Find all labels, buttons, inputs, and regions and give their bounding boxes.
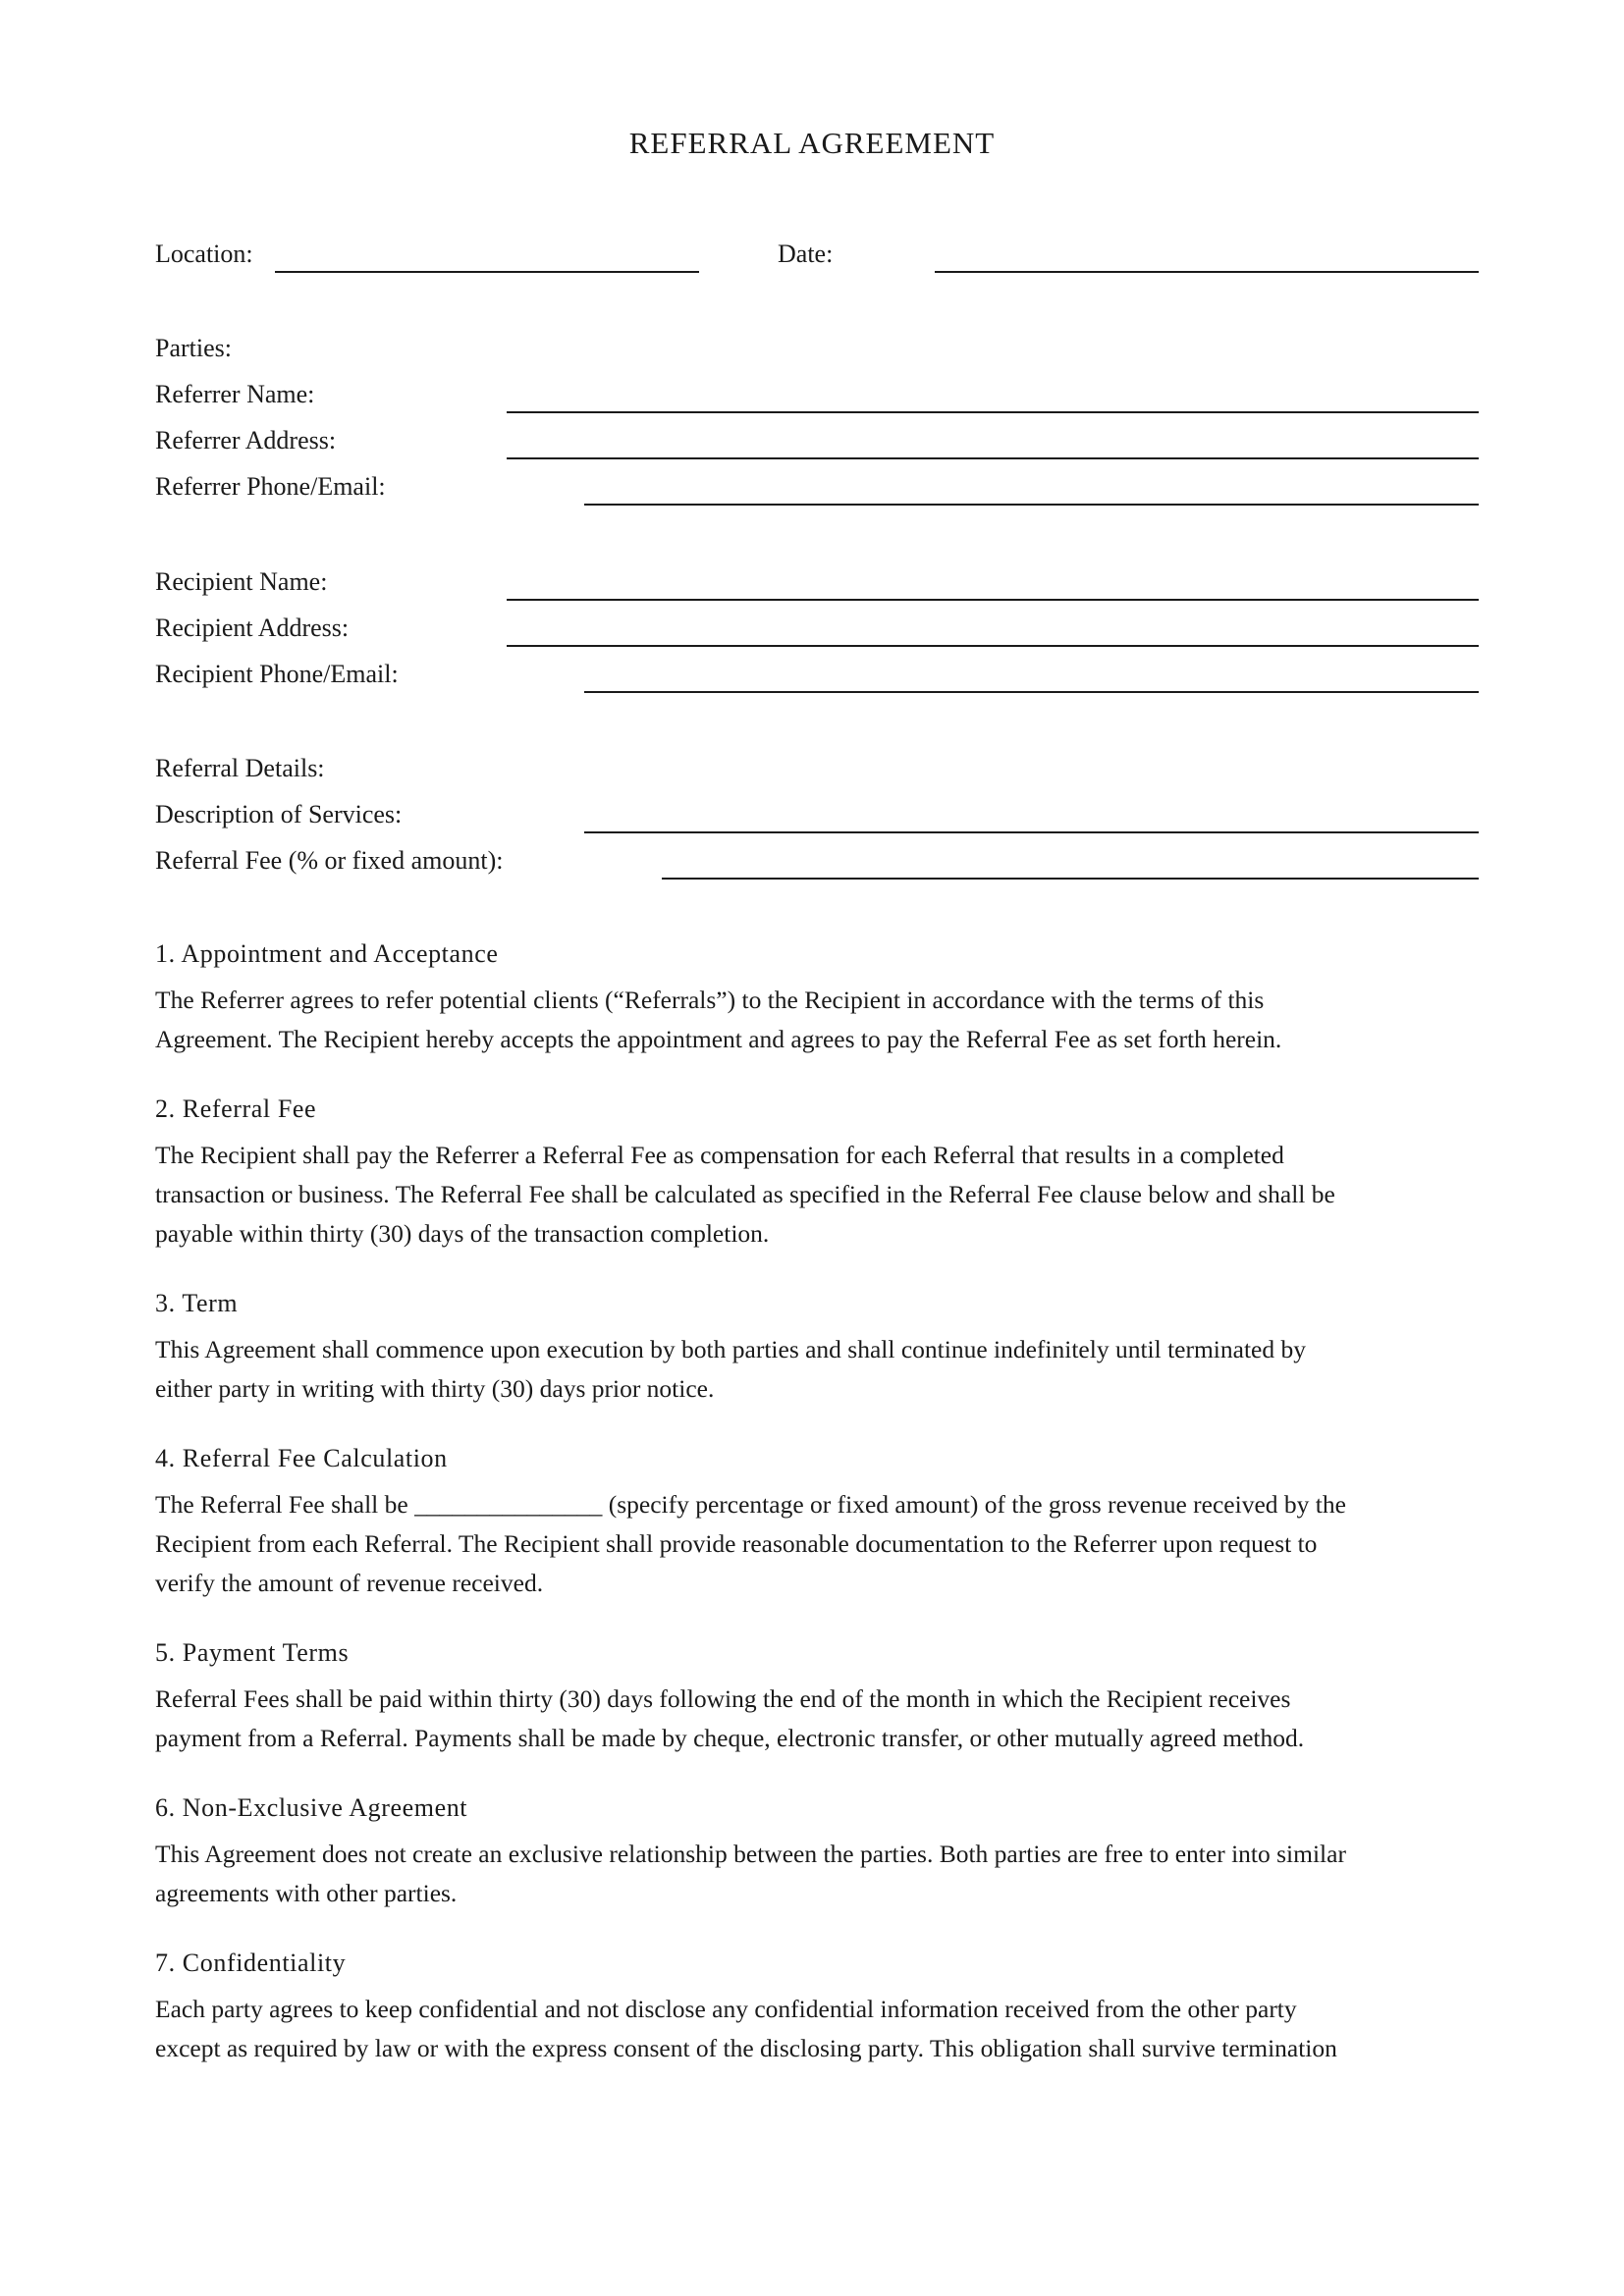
section-line: The Referrer agrees to refer potential clients (“Referrals”) to the Recipient in accordance with the terms of this	[155, 986, 1265, 1014]
section-line: Referral Fees shall be paid within thirty (30) days following the end of the month in which the Recipient receives	[155, 1684, 1291, 1713]
date-field[interactable]	[935, 271, 1479, 273]
location-label: Location:	[155, 240, 253, 268]
referral-details-heading: Referral Details:	[155, 754, 325, 782]
referrer-name-label: Referrer Name:	[155, 380, 315, 408]
section-line: payable within thirty (30) days of the transaction completion.	[155, 1219, 770, 1248]
section-heading: 5. Payment Terms	[155, 1638, 350, 1667]
referrer-name-field[interactable]	[507, 411, 1479, 413]
section-line: This Agreement does not create an exclusive relationship between the parties. Both parties are free to enter into similar	[155, 1840, 1346, 1868]
section-line: The Referral Fee shall be _______________ (specify percentage or fixed amount) of the gross revenue received by the	[155, 1490, 1346, 1519]
section-body	[155, 1330, 1530, 1409]
referrer-address-field[interactable]	[507, 457, 1479, 459]
recipient-contact-field[interactable]	[584, 691, 1479, 693]
section-heading: 3. Term	[155, 1289, 239, 1317]
section-line: verify the amount of revenue received.	[155, 1569, 544, 1597]
section-line: Agreement. The Recipient hereby accepts the appointment and agrees to pay the Referral Fee as set forth herein.	[155, 1025, 1282, 1053]
recipient-address-label: Recipient Address:	[155, 614, 350, 642]
recipient-name-label: Recipient Name:	[155, 567, 328, 596]
section-body	[155, 981, 1530, 1059]
section-body	[155, 1990, 1530, 2068]
referrer-contact-field[interactable]	[584, 504, 1479, 506]
description-label: Description of Services:	[155, 800, 403, 828]
referral-fee-label: Referral Fee (% or fixed amount):	[155, 846, 504, 875]
parties-label: Parties:	[155, 334, 232, 362]
section-body	[155, 1835, 1530, 1913]
section-line: except as required by law or with the express consent of the disclosing party. This obligation shall survive termination	[155, 2034, 1337, 2062]
recipient-contact-label: Recipient Phone/Email:	[155, 660, 399, 688]
section-heading: 1. Appointment and Acceptance	[155, 939, 499, 968]
section-line: Recipient from each Referral. The Recipient shall provide reasonable documentation to the Referrer upon request to	[155, 1529, 1318, 1558]
referrer-contact-label: Referrer Phone/Email:	[155, 472, 386, 501]
section-heading: 2. Referral Fee	[155, 1095, 317, 1123]
referral-fee-field[interactable]	[662, 878, 1479, 880]
section-line: The Recipient shall pay the Referrer a Referral Fee as compensation for each Referral that results in a completed	[155, 1141, 1284, 1169]
description-field[interactable]	[584, 831, 1479, 833]
section-line: transaction or business. The Referral Fee shall be calculated as specified in the Referral Fee clause below and shall be	[155, 1180, 1335, 1208]
date-label: Date:	[778, 240, 834, 268]
section-line: either party in writing with thirty (30) days prior notice.	[155, 1374, 715, 1403]
recipient-name-field[interactable]	[507, 599, 1479, 601]
referrer-address-label: Referrer Address:	[155, 426, 337, 454]
section-heading: 4. Referral Fee Calculation	[155, 1444, 448, 1472]
section-heading: 7. Confidentiality	[155, 1949, 347, 1977]
section-body	[155, 1485, 1530, 1603]
recipient-address-field[interactable]	[507, 645, 1479, 647]
section-line: payment from a Referral. Payments shall be made by cheque, electronic transfer, or other mutually agreed method.	[155, 1724, 1305, 1752]
section-line: Each party agrees to keep confidential and not disclose any confidential information received from the other party	[155, 1995, 1297, 2023]
location-field[interactable]	[275, 271, 699, 273]
section-line: This Agreement shall commence upon execution by both parties and shall continue indefinitely until terminated by	[155, 1335, 1306, 1363]
section-line: agreements with other parties.	[155, 1879, 458, 1907]
document-title: REFERRAL AGREEMENT	[628, 126, 996, 160]
section-heading: 6. Non-Exclusive Agreement	[155, 1793, 468, 1822]
section-body	[155, 1136, 1530, 1254]
section-body	[155, 1680, 1530, 1758]
